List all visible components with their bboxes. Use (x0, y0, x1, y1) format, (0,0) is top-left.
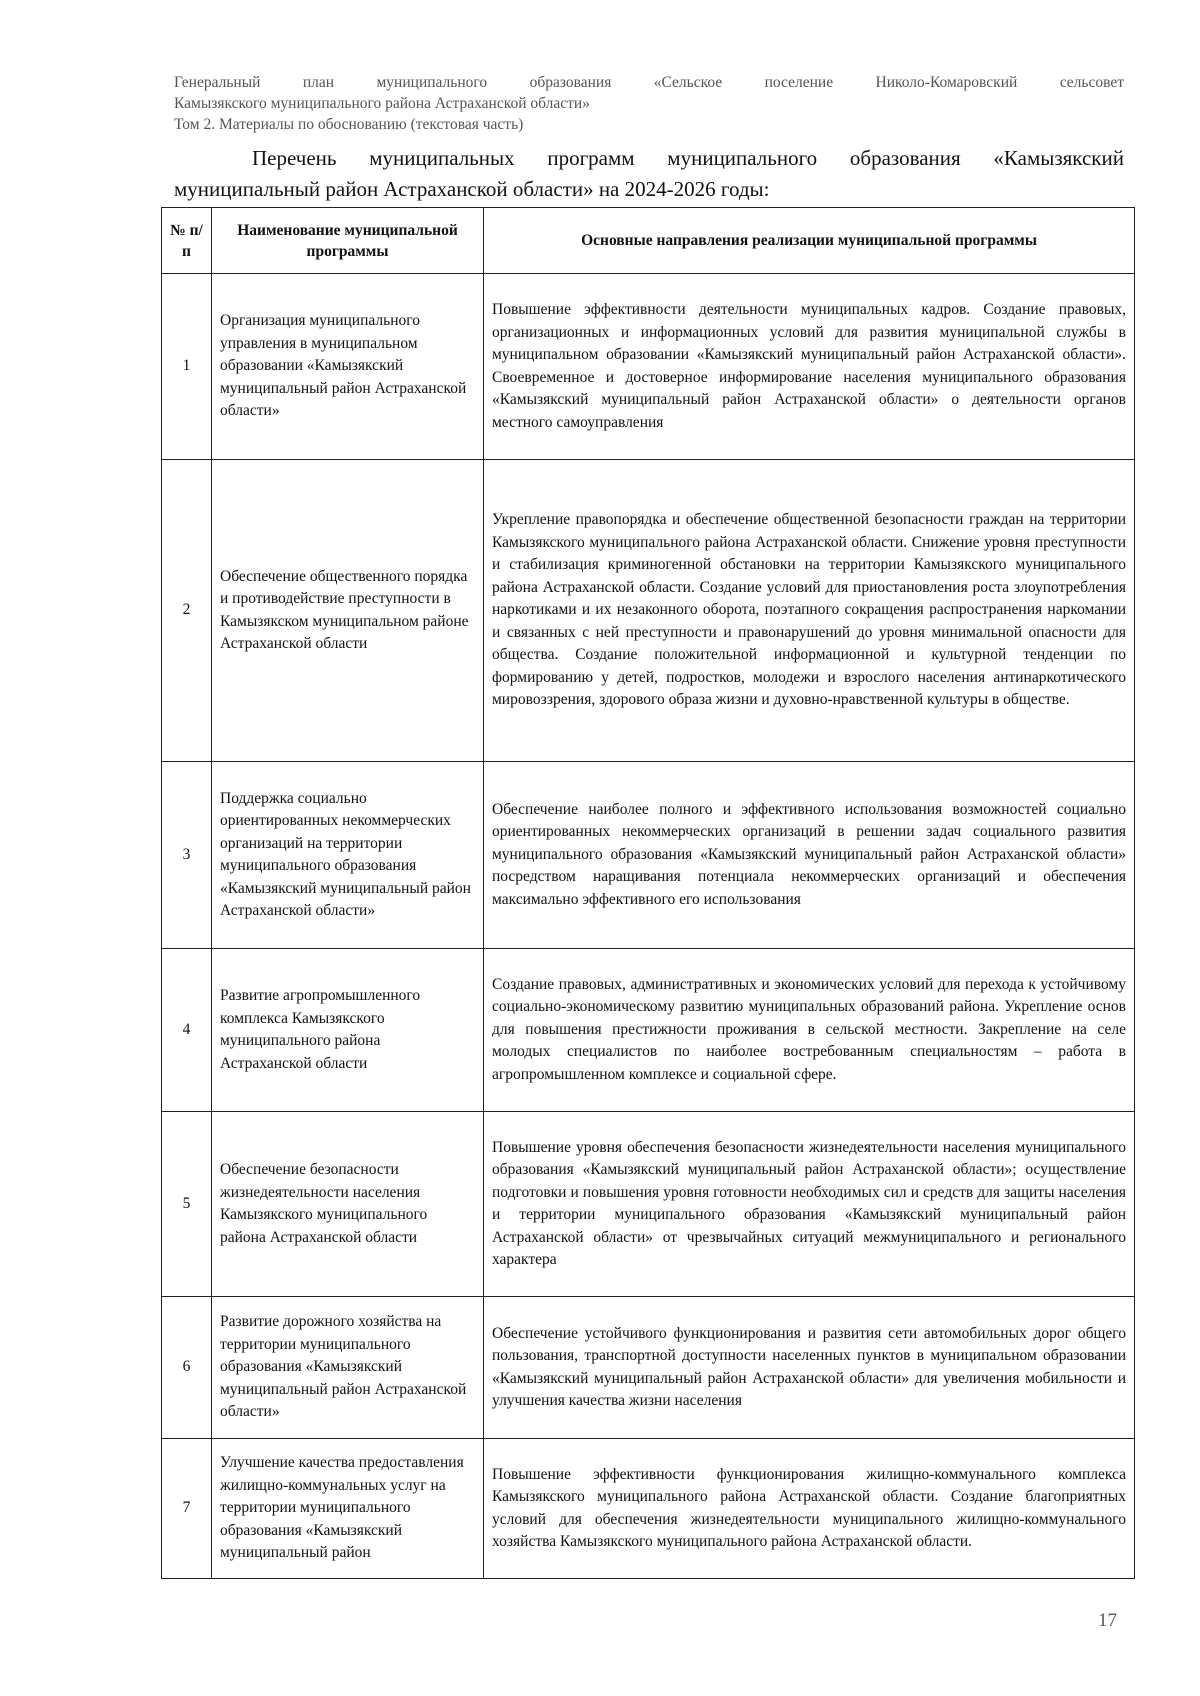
table-row (162, 274, 1135, 460)
row-number: 5 (162, 1112, 212, 1297)
row-number: 1 (162, 274, 212, 460)
header-line-1: Генеральный план муниципального образования «Сельское поселение Николо-Комаровский сельсовет (174, 74, 1124, 91)
program-name: Развитие дорожного хозяйства на территории муниципального образования «Камызякский муниципальный район Астраханской области» (212, 1297, 484, 1439)
row-number: 3 (162, 762, 212, 949)
program-name: Обеспечение безопасности жизнедеятельности населения Камызякского муниципального района Астраханской области (212, 1112, 484, 1297)
program-name: Обеспечение общественного порядка и противодействие преступности в Камызякском муниципальном районе Астраханской области (212, 460, 484, 762)
program-name: Поддержка социально ориентированных некоммерческих организаций на территории муниципального образования «Камызякский муниципальный район Астраханской области» (212, 762, 484, 949)
program-name: Развитие агропромышленного комплекса Камызякского муниципального района Астраханской области (212, 949, 484, 1112)
program-directions: Повышение уровня обеспечения безопасности жизнедеятельности населения муниципального образования «Камызякский муниципальный район Астраханской области»; осуществление подготовки и повышения уровня готовности необходимых сил и средств для защиты населения и территории муниципального образования «Камызякский муниципальный район Астраханской области» от чрезвычайных ситуаций межмуниципального и регионального характера (484, 1112, 1135, 1297)
program-directions: Создание правовых, административных и экономических условий для перехода к устойчивому социально-экономическому развитию муниципальных образований района. Укрепление основ для повышения престижности проживания в сельской местности. Закрепление на селе молодых специалистов по наиболее востребованным специальностям – работа в агропромышленном комплексе и социальной сфере. (484, 949, 1135, 1112)
header-line-2: Камызякского муниципального района Астраханской области» (174, 95, 590, 112)
table-row (162, 762, 1135, 949)
program-directions: Обеспечение устойчивого функционирования и развития сети автомобильных дорог общего пользования, транспортной доступности населенных пунктов в муниципальном образовании «Камызякский муниципальный район Астраханской области» для увеличения мобильности и улучшения качества жизни населения (484, 1297, 1135, 1439)
row-number: 6 (162, 1297, 212, 1439)
header-cell-directions: Основные направления реализации муниципальной программы (484, 208, 1135, 274)
program-directions: Обеспечение наиболее полного и эффективного использования возможностей социально ориентированных некоммерческих организаций в решении задач социального развития муниципального образования «Камызякский муниципальный район Астраханской области» посредством наращивания потенциала некоммерческих организаций и обеспечения максимально эффективного его использования (484, 762, 1135, 949)
row-number: 7 (162, 1439, 212, 1579)
program-directions: Укрепление правопорядка и обеспечение общественной безопасности граждан на территории Камызякского муниципального района Астраханской области. Снижение уровня преступности и стабилизация криминогенной обстановки на территории Камызякского муниципального района Астраханской области. Создание условий для приостановления роста злоупотребления наркотиками и их незаконного оборота, поэтапного сокращения распространения наркомании и связанных с ней преступности и правонарушений до уровня минимальной опасности для общества. Создание положительной информационной и культурной тенденции по формированию у детей, подростков, молодежи и взрослого населения антинаркотического мировоззрения, здорового образа жизни и духовно-нравственной культуры в обществе. (484, 460, 1135, 762)
table-row (162, 949, 1135, 1112)
program-name: Организация муниципального управления в муниципальном образовании «Камызякский муниципальный район Астраханской области» (212, 274, 484, 460)
page-number: 17 (1098, 1610, 1117, 1631)
row-number: 4 (162, 949, 212, 1112)
header-line-3: Том 2. Материалы по обоснованию (текстовая часть) (174, 116, 524, 133)
program-directions: Повышение эффективности деятельности муниципальных кадров. Создание правовых, организационных и информационных условий для развития муниципальной службы в муниципальном образовании «Камызякский муниципальный район Астраханской области». Своевременное и достоверное информирование населения муниципального образования «Камызякский муниципальный район Астраханской области» о деятельности органов местного самоуправления (484, 274, 1135, 460)
document-title: Перечень муниципальных программ муниципального образования «Камызякский муниципальный район Астраханской области» на 2024-2026 годы: (174, 146, 1124, 201)
table-row (162, 460, 1135, 762)
program-name: Улучшение качества предоставления жилищно-коммунальных услуг на территории муниципального образования «Камызякский муниципальный район (212, 1439, 484, 1579)
header-cell-program-name: Наименование муниципальной программы (212, 208, 484, 274)
table-row (162, 1112, 1135, 1297)
table-row (162, 1297, 1135, 1439)
table-header-row (162, 208, 1135, 274)
program-directions: Повышение эффективности функционирования жилищно-коммунального комплекса Камызякского муниципального района Астраханской области. Создание благоприятных условий для обеспечения жизнедеятельности муниципального жилищно-коммунального хозяйства Камызякского муниципального района Астраханской области. (484, 1439, 1135, 1579)
table-row (162, 1439, 1135, 1579)
header-cell-number: № п/п (162, 208, 212, 274)
row-number: 2 (162, 460, 212, 762)
programs-table (161, 207, 1135, 1579)
running-header (174, 72, 1124, 135)
